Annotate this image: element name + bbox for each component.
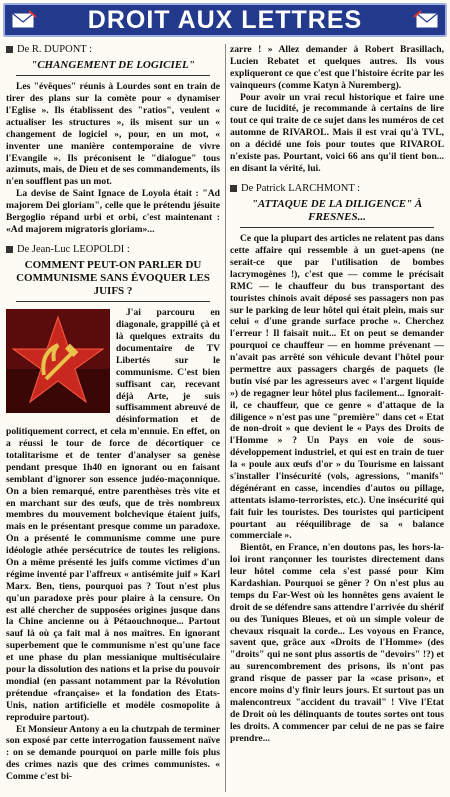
article-title: COMMENT PEUT-ON PARLER DU COMMUNISME SANS ÉVOQUER LES JUIFS ? — [16, 258, 210, 298]
title-underline — [240, 227, 434, 228]
byline-text: De Jean-Luc LEOPOLDI : — [17, 243, 130, 255]
left-column — [6, 44, 220, 785]
article-larchmont — [230, 183, 444, 745]
paragraph: Les "évêques" réunis à Lourdes sont en train de tirer des plans sur la comète pour « dynamiser l'Eglise ». Ils établissent des "ratios", veulent « actualiser les structures », ils misent sur un « changement de logiciel », pour, en un mot, « inventer une manière contemporaine de vivre l'Evangile ». Ils préconisent le "dialogue" tous azimuts, mais, de Dieu et de ses commandements, ils n'en soufflent pas un mot. — [6, 81, 220, 188]
column-divider — [225, 44, 226, 792]
article-title: "CHANGEMENT DE LOGICIEL" — [31, 59, 195, 71]
article-body — [6, 307, 220, 783]
envelope-icon — [11, 9, 37, 31]
byline-text: De Patrick LARCHMONT : — [241, 182, 361, 194]
article-body — [230, 233, 444, 744]
hammer-and-sickle-image — [6, 309, 110, 413]
article-dupont — [6, 44, 220, 236]
bullet-icon — [230, 185, 237, 192]
paragraph: zarre ! » Allez demander à Robert Brasillach, Lucien Rebatet et quelques autres. Ils vous expliqueront ce que c'est que l'histoire écrite par les vainqueurs (comme Katyn à Nuremberg). — [230, 44, 444, 91]
bullet-icon — [6, 246, 13, 253]
paragraph: Pour avoir un vrai recul historique et faire une cure de lucidité, je recommande à certains de lire tout ce qui traite de ce sujet dans les numéros de cet automne de RIVAROL. Mais il est vrai qu'à TVL, on a décidé une fois pour toutes que RIVAROL n'existe pas. Pourtant, voici 66 ans qu'il tient bon... en disant la vérité, lui. — [230, 91, 444, 174]
banner-title: DROIT AUX LETTRES — [87, 5, 363, 34]
section-banner — [3, 3, 447, 37]
byline — [6, 44, 220, 55]
byline-text: De R. DUPONT : — [17, 44, 93, 55]
article-leopoldi — [6, 244, 220, 783]
byline — [230, 183, 444, 194]
article-leopoldi-continued — [230, 44, 444, 175]
title-underline — [16, 301, 210, 302]
bullet-icon — [6, 46, 13, 53]
byline — [6, 244, 220, 255]
paragraph: Bientôt, en France, n'en doutons pas, les hors-la-loi iront rançonner les touristes directement dans leur hôtel comme cela s'est passé pour Kim Kardashian. Pourquoi se gêner ? On n'est plus au temps du Far-West où les honnêtes gens avaient le droit de se défendre sans attendre l'arrivée du shérif ou des Tuniques Bleues, et où un simple voleur de chevaux risquait la corde... Les voyous en France, savent que, grâce aux «Droits de l'Homme» (des "droits" qui ne sont plus assortis de "devoirs" !?) et au surencombrement des prisons, ils n'ont pas grand risque de passer par la «case prison», et encore moins d'y finir leurs jours. Et surtout pas un malencontreux "accident du travail" ! Vive l'Etat de Droit où les délinquants de toutes sortes ont tous les droits. A commencer par celui de ne pas se faire prendre... — [230, 542, 444, 744]
article-body — [6, 81, 220, 236]
right-column — [230, 44, 444, 746]
paragraph: Et Monsieur Antony a eu la chutzpah de terminer son exposé par cette interrogation faussement naïve : on se demande pourquoi on parle mille fois plus des crimes nazis que des crimes communistes. « Comme c'est bi- — [6, 723, 220, 783]
envelope-icon — [413, 9, 439, 31]
title-underline — [16, 75, 210, 76]
article-title: "ATTAQUE DE LA DILIGENCE" À FRESNES... — [251, 197, 423, 223]
paragraph: J'ai parcouru en diagonale, grappillé çà et là quelques extraits du documentaire de TV Libertés sur le communisme. C'est bien suffisant car, recevant déjà Arte, je suis suffisamment abreuvé de désinformation et de politiquement correct, et cela m'ennuie. En effet, on a réussi le tour de force de décortiquer ce totalitarisme et de tenter d'analyser sa genèse pendant presque 1h40 en ignorant ou en faisant semblant d'ignorer son essence judéo-maçonnique. On a bien remarqué, entre parenthèses très vite et en marchant sur des œufs, que de très nombreux membres du mouvement bolchevique étaient juifs, mais en le présentant presque comme un paradoxe. On a présenté le communisme comme une pure idéologie athée persécutrice de toutes les religions. On a même présenté les juifs comme victimes d'un régime inventé par l'affreux « antisémite juif » Karl Marx. Ben, tiens, pourquoi pas ? Tout n'est plus qu'un paradoxe près pour plaire à la censure. On est allé chercher de supposées origines jusque dans la Chine ancienne ou à Pétaouchnoque... Partout sauf là où ça fait mal à nos maîtres. En ignorant superbement que le communisme n'est qu'une face et une phase du plan messianique multiséculaire pour la dissolution des nations et la prise du pouvoir mondial (en passant notamment par la Révolution prétendue «française» et la fondation des Etats-Unis, nation artificielle et modèle cosmopolite à reproduire partout). — [6, 307, 220, 723]
paragraph: La devise de Saint Ignace de Loyola était : "Ad majorem Dei gloriam", celle que le prétendu jésuite Bergoglio répand urbi et orbi, c'est maintenant : «Ad majorem migratoris gloriam»... — [6, 188, 220, 235]
paragraph: Ce que la plupart des articles ne relatent pas dans cette affaire qui ressemble à un guet-apens (ne serait-ce que par l'utilisation de bombes lacrymogènes !), c'est que — comme le précisait RMC — le chauffeur du bus transportant des touristes chinois avait déposé ses passagers non pas sur le parking de leur hôtel qui était plein, mais sur celui « d'une grande surface proche ». Cherchez l'erreur ! Il faisait nuit... Et on peut se demander pourquoi ce chauffeur — en homme prévenant — n'avait pas arrêté son véhicule devant l'hôtel pour permettre aux passagers chargés de paquets (le butin visé par les agresseurs avec « l'argent liquide ») de regagner leur hôtel plus facilement... Ignorait-il, ce chauffeur, que ce genre « d'attaque de la diligence » n'est pas une "première" dans cet « Etat de non-droit » que devient le « Pays des Droits de l'Homme » ? Un Pays en voie de sous-développement industriel, et qui est en train de tuer la « poule aux œufs d'or » du Tourisme en laissant s'installer l'insécurité (vols, agressions, "manifs" dégénérant en casse, incendies d'autos ou pillage, attentats islamo-terroristes, etc.). Une insécurité qui fait fuir les touristes. Des touristes qui participent pourtant au rééquilibrage de sa « balance commerciale ». — [230, 233, 444, 542]
